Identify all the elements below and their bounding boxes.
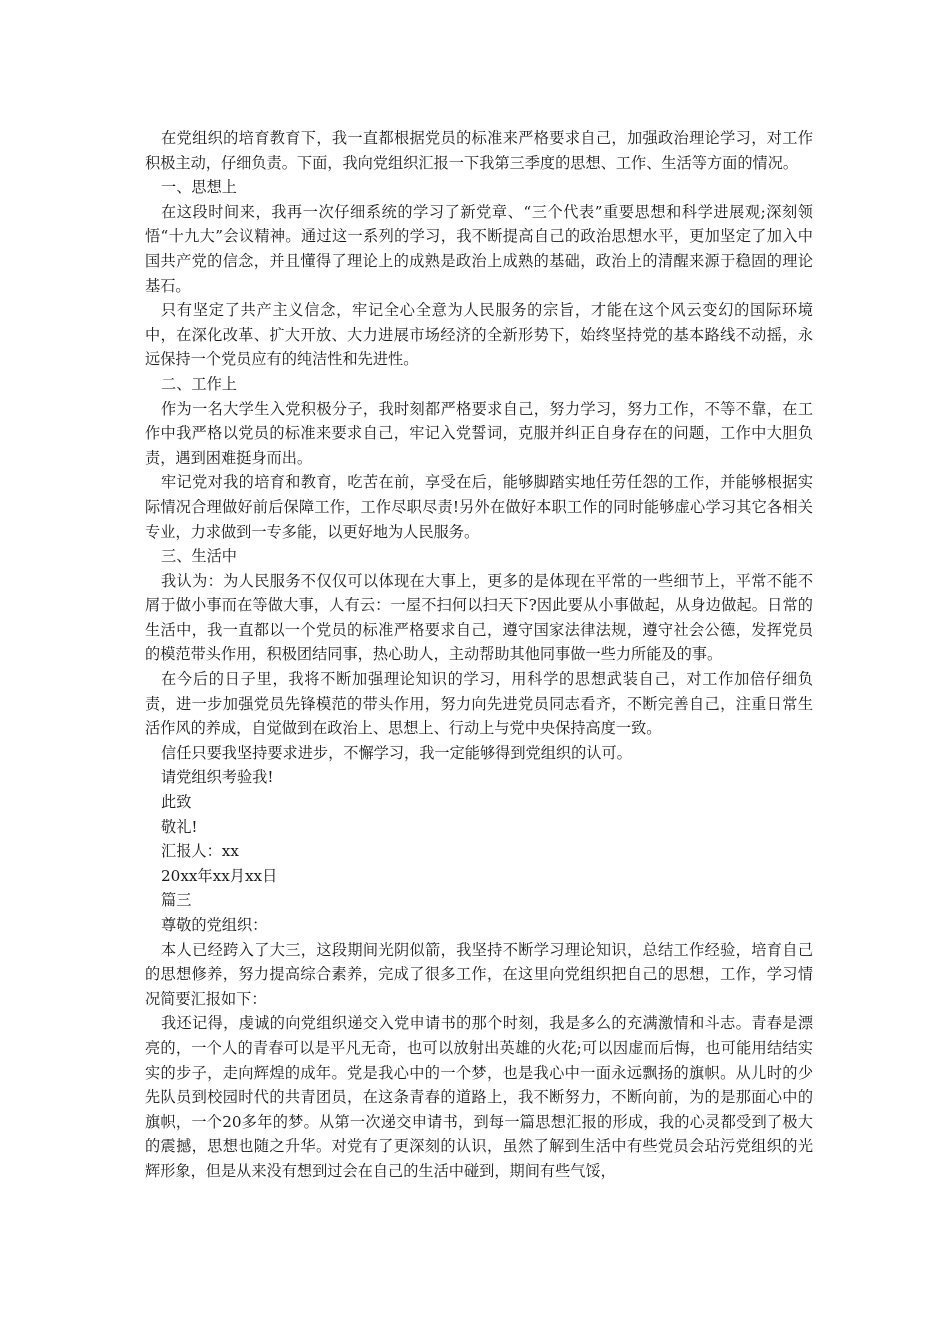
section-heading-thought: 一、思想上: [161, 178, 237, 197]
belief-line: 信任只要我坚持要求进步，不懈学习，我一定能够得到党组织的认可。: [161, 743, 632, 762]
life-paragraph-1: 我认为：为人民服务不仅仅可以体现在大事上，更多的是体现在平常的一些细节上，平常不能不屑于做小事而在等做大事，人有云：一屋不扫何以扫天下?因此要从小事做起，从身边做起。日常的生活中，我一直都以一个党员的标准严格要求自己，遵守国家法律法规，遵守社会公德，发挥党员的模范带头作用，积极团结同事，热心助人，主动帮助其他同事做一些力所能及的事。: [145, 571, 813, 664]
document-body: [145, 126, 813, 1184]
part-three-paragraph-1: 本人已经跨入了大三，这段期间光阴似箭，我坚持不断学习理论知识，总结工作经验，培育自己的思想修养，努力提高综合素养，完成了很多工作，在这里向党组织把自己的思想，工作，学习情况简要汇报如下：: [145, 940, 813, 1008]
thought-paragraph-2: 只有坚定了共产主义信念，牢记全心全意为人民服务的宗旨，才能在这个风云变幻的国际环境中，在深化改革、扩大开放、大力进展市场经济的全新形势下，始终坚持党的基本路线不动摇，永远保持一个党员应有的纯洁性和先进性。: [145, 301, 813, 369]
section-heading-work: 二、工作上: [161, 374, 237, 393]
thought-paragraph-1: 在这段时间来，我再一次仔细系统的学习了新党章、“三个代表”重要思想和科学进展观;深刻领悟“十九大”会议精神。通过这一系列的学习，我不断提高自己的政治思想水平，更加坚定了加入中国共产党的信念，并且懂得了理论上的成熟是政治上成熟的基础，政治上的清醒来源于稳固的理论基石。: [145, 202, 813, 295]
life-paragraph-2: 在今后的日子里，我将不断加强理论知识的学习，用科学的思想武装自己，对工作加倍仔细负责，进一步加强党员先锋模范的带头作用，努力向先进党员同志看齐，不断完善自己，注重日常生活作风的养成，自觉做到在政治上、思想上、行动上与党中央保持高度一致。: [145, 670, 813, 738]
intro-paragraph: 在党组织的培育教育下，我一直都根据党员的标准来严格要求自己，加强政治理论学习，对工作积极主动，仔细负责。下面，我向党组织汇报一下我第三季度的思想、工作、生活等方面的情况。: [145, 129, 813, 172]
closing-jingli: 敬礼!: [161, 817, 198, 836]
work-paragraph-1: 作为一名大学生入党积极分子，我时刻都严格要求自己，努力学习，努力工作，不等不靠，在工作中我严格以党员的标准来要求自己，牢记入党誓词，克服并纠正自身存在的问题，工作中大胆负责，遇到困难挺身而出。: [145, 399, 813, 467]
request-line: 请党组织考验我!: [161, 768, 274, 787]
date-line: 20xx年xx月xx日: [161, 866, 278, 885]
salutation: 尊敬的党组织：: [161, 916, 268, 934]
part-three-heading: 篇三: [161, 891, 192, 910]
part-three-paragraph-2: 我还记得，虔诚的向党组织递交入党申请书的那个时刻，我是多么的充满激情和斗志。青春是漂亮的，一个人的青春可以是平凡无奇，也可以放射出英雄的火花;可以因虚而后悔，也可能用结结实实的步子，走向辉煌的成年。党是我心中的一个梦，也是我心中一面永远飘扬的旗帜。从儿时的少先队员到校园时代的共青团员，在这条青春的道路上，我不断努力，不断向前，为的是那面心中的旗帜，一个20多年的梦。从第一次递交申请书，到每一篇思想汇报的形成，我的心灵都受到了极大的震撼，思想也随之升华。对党有了更深刻的认识，虽然了解到生活中有些党员会玷污党组织的光辉形象，但是从来没有想到过会在自己的生活中碰到，期间有些气馁，: [145, 1014, 813, 1180]
reporter-line: 汇报人：xx: [161, 842, 239, 861]
work-paragraph-2: 牢记党对我的培育和教育，吃苦在前，享受在后，能够脚踏实地任劳任怨的工作，并能够根据实际情况合理做好前后保障工作，工作尽职尽责!另外在做好本职工作的同时能够虚心学习其它各相关专业，力求做到一专多能，以更好地为人民服务。: [145, 473, 813, 541]
section-heading-life: 三、生活中: [161, 547, 237, 566]
closing-cizhi: 此致: [161, 793, 192, 812]
